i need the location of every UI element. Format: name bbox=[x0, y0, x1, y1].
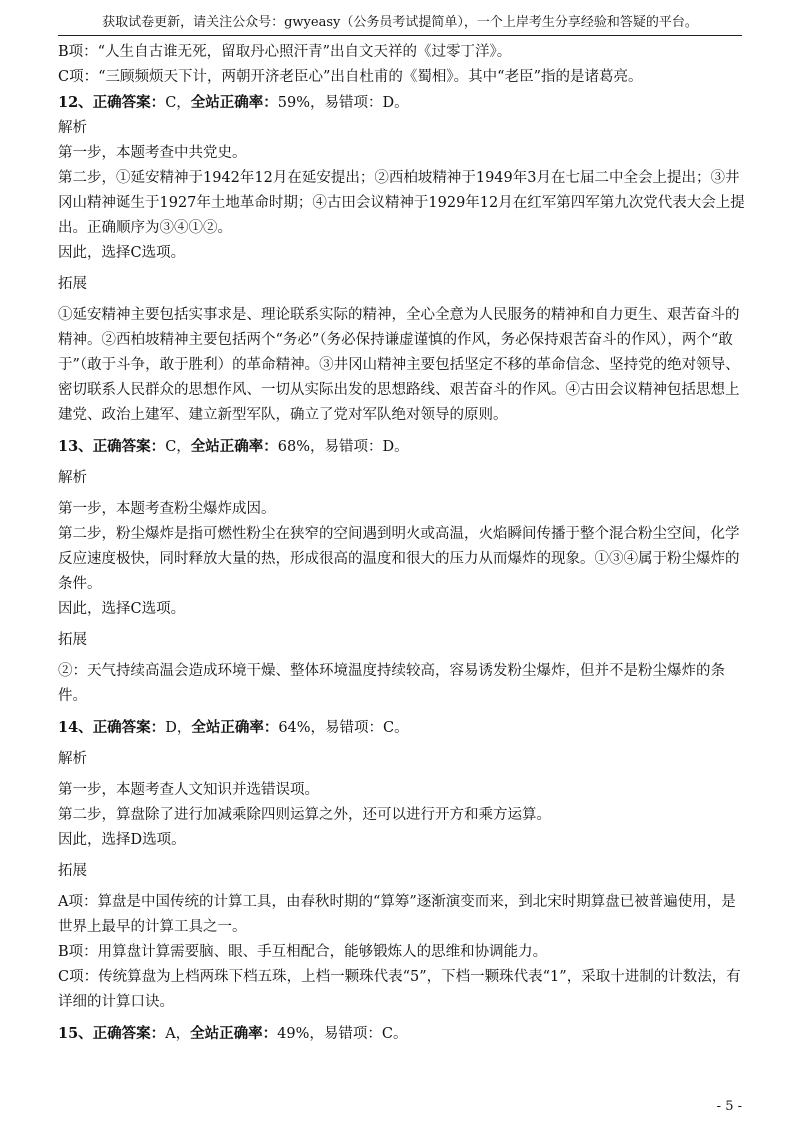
q14-answer-line bbox=[58, 715, 748, 741]
q12-answer-value: C， bbox=[165, 95, 191, 111]
q15-rate-label: 全站正确率： bbox=[190, 1025, 278, 1042]
header-divider bbox=[58, 35, 742, 36]
q14-answer-value: D， bbox=[165, 720, 192, 736]
q13-extension-heading: 拓展 bbox=[58, 632, 87, 648]
q14-option-a: A项：算盘是中国传统的计算工具，由春秋时期的“算筹”逐渐演变而来，到北宋时期算盘已被普遍使用，是世界上最早的计算工具之一。 bbox=[58, 894, 736, 935]
q14-extension-heading: 拓展 bbox=[58, 863, 87, 879]
q12-analysis-heading: 解析 bbox=[58, 120, 87, 136]
q14-answer-label: 正确答案： bbox=[92, 719, 166, 736]
q13-answer-line bbox=[58, 434, 748, 460]
q15-rate-value: 49%，易错项：C。 bbox=[277, 1026, 408, 1042]
q12-step1: 第一步，本题考查中共党史。 bbox=[58, 145, 247, 161]
q12-extension-heading: 拓展 bbox=[58, 276, 87, 292]
q13-extension-text: ②：天气持续高温会造成环境干燥、整体环境温度持续较高，容易诱发粉尘爆炸，但并不是粉尘爆炸的条件。 bbox=[58, 663, 725, 704]
q14-step1: 第一步，本题考查人文知识并选错误项。 bbox=[58, 782, 319, 798]
q12-rate-label: 全站正确率： bbox=[190, 94, 278, 111]
q14-conclusion: 因此，选择D选项。 bbox=[58, 832, 186, 848]
q12-extension-text: ①延安精神主要包括实事求是、理论联系实际的精神，全心全意为人民服务的精神和自力更生、艰苦奋斗的精神。②西柏坡精神主要包括两个“务必”（务必保持谦虚谨慎的作风，务必保持艰苦奋斗的作风），两个“敢于”（敢于斗争，敢于胜利）的革命精神。③井冈山精神主要包括坚定不移的革命信念、坚持党的绝对领导、密切联系人民群众的思想作风、一切从实际出发的思想路线、艰苦奋斗的作风。④古田会议精神包括思想上建党、政治上建军、建立新型军队，确立了党对军队绝对领导的原则。 bbox=[58, 307, 740, 423]
q12-rate-value: 59%，易错项：D。 bbox=[277, 95, 409, 111]
q12-answer-line bbox=[58, 90, 748, 116]
q15-answer-value: A， bbox=[165, 1026, 191, 1042]
q11-option-c: C项：“三顾频烦天下计，两朝开济老臣心”出自杜甫的《蜀相》。其中“老臣”指的是诸葛亮。 bbox=[58, 69, 643, 85]
q13-conclusion: 因此，选择C选项。 bbox=[58, 601, 186, 617]
q12-step2: 第二步，①延安精神于1942年12月在延安提出；②西柏坡精神于1949年3月在七届二中全会上提出；③井冈山精神诞生于1927年土地革命时期；④古田会议精神于1929年12月在红军第四军第九次党代表大会上提出。正确顺序为③④①②。 bbox=[58, 170, 745, 236]
q13-rate-label: 全站正确率： bbox=[190, 438, 278, 455]
q12-answer-label: 正确答案： bbox=[92, 94, 166, 111]
q13-answer-value: C， bbox=[165, 439, 191, 455]
q15-answer-label: 正确答案： bbox=[92, 1025, 166, 1042]
q14-analysis-heading: 解析 bbox=[58, 751, 87, 767]
q13-step1: 第一步，本题考查粉尘爆炸成因。 bbox=[58, 501, 276, 517]
q13-analysis-heading: 解析 bbox=[58, 470, 87, 486]
page-number: - 5 - bbox=[716, 1099, 742, 1114]
q11-option-b: B项：“人生自古谁无死，留取丹心照汗青”出自文天祥的《过零丁洋》。 bbox=[58, 44, 512, 60]
q14-number: 14、 bbox=[58, 719, 93, 736]
q13-step2: 第二步，粉尘爆炸是指可燃性粉尘在狭窄的空间遇到明火或高温，火焰瞬间传播于整个混合粉尘空间，化学反应速度极快，同时释放大量的热，形成很高的温度和很大的压力从而爆炸的现象。①③④属于粉尘爆炸的条件。 bbox=[58, 526, 740, 592]
q14-option-c: C项：传统算盘为上档两珠下档五珠，上档一颗珠代表“5”，下档一颗珠代表“1”，采取十进制的计数法，有详细的计算口诀。 bbox=[58, 969, 741, 1010]
page-header: 获取试卷更新，请关注公众号：gwyeasy（公务员考试提简单），一个上岸考生分享经验和答疑的平台。 bbox=[102, 15, 698, 30]
q14-option-b: B项：用算盘计算需要脑、眼、手互相配合，能够锻炼人的思维和协调能力。 bbox=[58, 944, 548, 960]
q12-conclusion: 因此，选择C选项。 bbox=[58, 245, 186, 261]
q14-rate-label: 全站正确率： bbox=[191, 719, 279, 736]
q13-rate-value: 68%，易错项：D。 bbox=[277, 439, 409, 455]
q13-number: 13、 bbox=[58, 438, 93, 455]
page-content bbox=[58, 40, 748, 1047]
q14-step2: 第二步，算盘除了进行加减乘除四则运算之外，还可以进行开方和乘方运算。 bbox=[58, 807, 551, 823]
q15-number: 15、 bbox=[58, 1025, 93, 1042]
q15-answer-line bbox=[58, 1021, 748, 1047]
q14-rate-value: 64%，易错项：C。 bbox=[278, 720, 409, 736]
q12-number: 12、 bbox=[58, 94, 93, 111]
q13-answer-label: 正确答案： bbox=[92, 438, 166, 455]
